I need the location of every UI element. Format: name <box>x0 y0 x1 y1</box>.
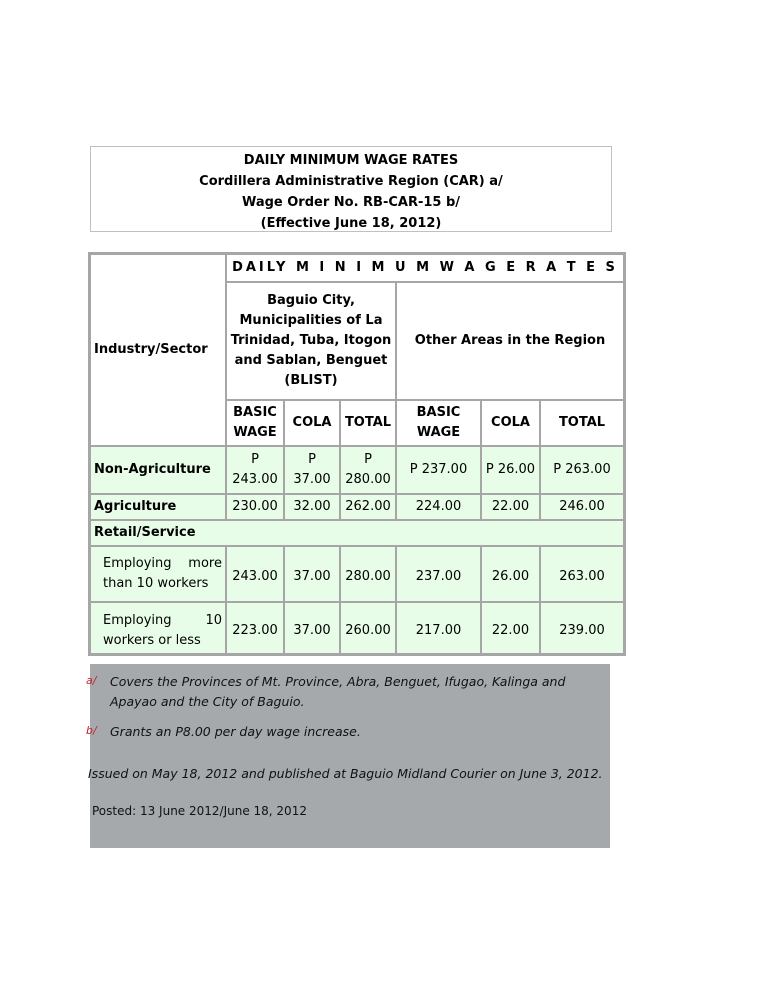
row-label-agriculture: Agriculture <box>90 494 226 520</box>
table-row <box>90 546 624 602</box>
cell-value: P 243.00 <box>226 446 284 494</box>
industry-sector-header: Industry/Sector <box>90 254 226 446</box>
cell-value: 223.00 <box>226 602 284 654</box>
footnotes-panel <box>86 664 610 848</box>
footnote-b-text: Grants an P8.00 per day wage increase. <box>110 724 361 739</box>
cell-value: 217.00 <box>396 602 481 654</box>
wage-order-header <box>90 146 612 232</box>
col-cola-2: COLA <box>481 400 540 446</box>
cell-value: P 280.00 <box>340 446 396 494</box>
col-total-1: TOTAL <box>340 400 396 446</box>
header-title: DAILY MINIMUM WAGE RATES <box>243 153 459 168</box>
cell-value: 239.00 <box>540 602 624 654</box>
cell-value: 237.00 <box>396 546 481 602</box>
area-blist-header: Baguio City, Municipalities of La Trinidad, Tuba, Itogon and Sablan, Benguet (BLIST) <box>226 282 396 400</box>
row-label-non-agriculture: Non-Agriculture <box>90 446 226 494</box>
cell-value: 260.00 <box>340 602 396 654</box>
col-cola-1: COLA <box>284 400 340 446</box>
cell-value: P 263.00 <box>540 446 624 494</box>
row-label-employing-more-than-10: Employing more than 10 workers <box>90 546 226 602</box>
cell-value: 280.00 <box>340 546 396 602</box>
footnote-a-text: Covers the Provinces of Mt. Province, Abra, Benguet, Ifugao, Kalinga and Apayao and the City of Baguio. <box>110 674 566 709</box>
cell-value: 224.00 <box>396 494 481 520</box>
table-row <box>90 446 624 494</box>
cell-value: 32.00 <box>284 494 340 520</box>
cell-value: 230.00 <box>226 494 284 520</box>
header-wage-order: Wage Order No. RB-CAR-15 b/ <box>241 195 461 210</box>
footnote-b-marker: b/ <box>86 724 97 737</box>
header-region: Cordillera Administrative Region (CAR) a/ <box>199 174 503 189</box>
cell-value: 37.00 <box>284 602 340 654</box>
cell-value: 26.00 <box>481 546 540 602</box>
cell-value: 22.00 <box>481 494 540 520</box>
table-row <box>90 494 624 520</box>
header-effective-date: (Effective June 18, 2012) <box>260 216 442 231</box>
cell-value: P 37.00 <box>284 446 340 494</box>
col-total-2: TOTAL <box>540 400 624 446</box>
cell-value: 243.00 <box>226 546 284 602</box>
cell-value: P 26.00 <box>481 446 540 494</box>
row-label-retail-service: Retail/Service <box>90 520 624 546</box>
table-row <box>90 520 624 546</box>
area-other-header: Other Areas in the Region <box>396 282 624 400</box>
footnote-a-marker: a/ <box>86 674 97 687</box>
col-basic-wage-1: BASIC WAGE <box>226 400 284 446</box>
col-basic-wage-2: BASIC WAGE <box>396 400 481 446</box>
cell-value: 262.00 <box>340 494 396 520</box>
table-title: DAILY M I N I M U M W A G E R A T E S <box>226 254 624 282</box>
issued-note: Issued on May 18, 2012 and published at Baguio Midland Courier on June 3, 2012. <box>88 766 603 781</box>
cell-value: 37.00 <box>284 546 340 602</box>
cell-value: 22.00 <box>481 602 540 654</box>
row-label-employing-10-or-less: Employing 10 workers or less <box>90 602 226 654</box>
posted-note: Posted: 13 June 2012/June 18, 2012 <box>92 804 307 818</box>
cell-value: 263.00 <box>540 546 624 602</box>
table-row <box>90 602 624 654</box>
cell-value: 246.00 <box>540 494 624 520</box>
wage-rates-table <box>88 252 626 656</box>
cell-value: P 237.00 <box>396 446 481 494</box>
